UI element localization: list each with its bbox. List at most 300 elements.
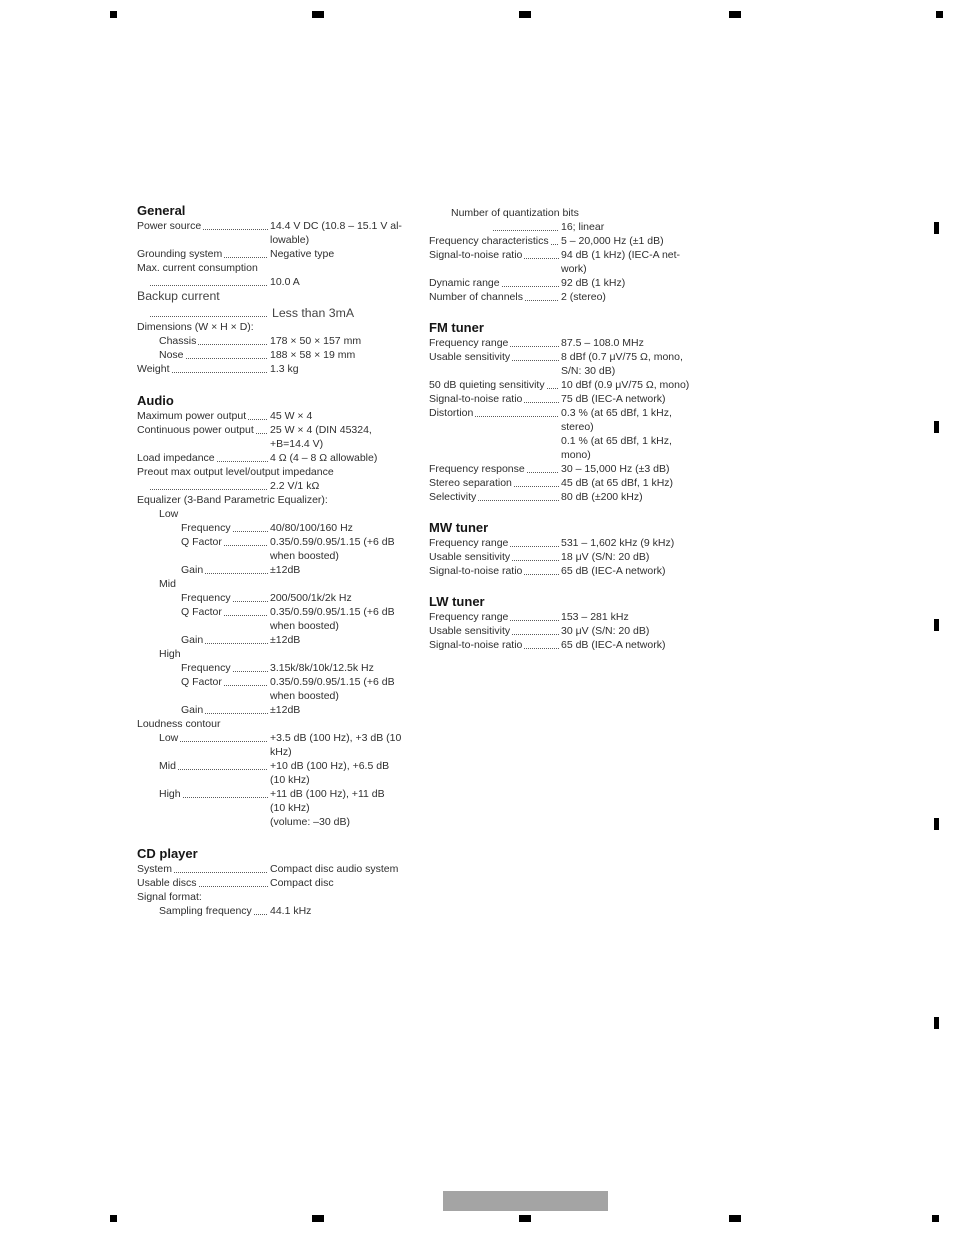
spec-label: Frequency response [429,463,525,475]
spec-value: 8 dBf (0.7 μV/75 Ω, mono, [561,351,683,363]
registration-mark [936,11,943,18]
spec-row [137,731,437,745]
registration-mark [312,1215,324,1222]
dot-leader [178,759,268,770]
spec-row [137,703,437,717]
crop-mark [934,421,939,433]
spec-value: stereo) [561,421,594,433]
spec-value: 4 Ω (4 – 8 Ω allowable) [270,452,378,464]
spec-label: Low [159,508,179,520]
spec-label-cell [137,320,254,334]
spec-row [137,773,437,787]
spec-value: +3.5 dB (100 Hz), +3 dB (10 [270,732,402,744]
spec-row [137,787,437,801]
dot-leader [205,703,268,714]
spec-value: 0.35/0.59/0.95/1.15 (+6 dB [270,676,395,688]
dot-leader [527,462,559,473]
dot-leader [174,862,268,873]
spec-label-cell [137,289,220,303]
spec-label-cell [429,476,561,490]
spec-row [137,876,437,890]
section-heading: Audio [137,393,174,408]
spec-value: 25 W × 4 (DIN 45324, [270,424,372,436]
dot-leader [233,591,268,602]
spec-value: 44.1 kHz [270,905,312,917]
dot-leader [198,334,268,345]
spec-label-cell [429,234,561,248]
spec-value: 10.0 A [270,276,300,288]
dot-leader [475,406,559,417]
spec-row [137,219,437,233]
spec-label-cell [137,633,270,647]
spec-row [429,378,729,392]
dot-leader [203,219,268,230]
spec-label: Frequency range [429,337,509,349]
spec-value: 0.1 % (at 65 dBf, 1 kHz, [561,435,672,447]
spec-label-cell [137,717,220,731]
spec-value: 92 dB (1 kHz) [561,277,626,289]
spec-row [137,275,437,289]
spec-row [429,206,729,220]
spec-label: Usable sensitivity [429,351,511,363]
spec-label-cell [429,624,561,638]
spec-row [137,549,437,563]
spec-value: 30 – 15,000 Hz (±3 dB) [561,463,670,475]
spec-label: Gain [181,704,204,716]
dot-leader [493,220,559,231]
spec-value: 10 dBf (0.9 μV/75 Ω, mono) [561,379,690,391]
spec-row [137,661,437,675]
spec-row [137,904,437,918]
spec-row [429,406,729,420]
spec-value: 40/80/100/160 Hz [270,522,353,534]
spec-value: 65 dB (IEC-A network) [561,639,666,651]
spec-row [429,462,729,476]
spec-row [429,336,729,350]
spec-label: Frequency [181,592,231,604]
spec-row [137,862,437,876]
spec-label-cell [137,787,270,801]
registration-mark [312,11,324,18]
dot-leader [150,275,268,286]
spec-value: 87.5 – 108.0 MHz [561,337,644,349]
spec-label: Power source [137,220,202,232]
spec-row [137,890,437,904]
spec-row [137,261,437,275]
spec-section [137,202,437,376]
spec-label: Max. current consumption [137,262,258,274]
spec-label-cell [137,348,270,362]
dot-leader [217,451,268,462]
spec-row [429,448,729,462]
registration-mark [519,11,531,18]
dot-leader [547,378,559,389]
crop-mark [934,818,939,830]
spec-row [137,717,437,731]
dot-leader [512,624,559,635]
dot-leader [233,521,268,532]
spec-label-cell [137,437,270,451]
spec-label-cell [137,275,270,289]
spec-row [137,591,437,605]
page-footer-bar [443,1191,608,1211]
spec-label: Signal format: [137,891,202,903]
spec-value: 0.35/0.59/0.95/1.15 (+6 dB [270,536,395,548]
spec-row [429,350,729,364]
spec-label: Nose [159,349,184,361]
registration-mark [110,1215,117,1222]
spec-value: +11 dB (100 Hz), +11 dB [270,788,385,800]
spec-label: Frequency [181,522,231,534]
spec-row [137,633,437,647]
section-heading: General [137,203,186,218]
right-spec-column [429,206,729,652]
dot-leader [248,409,268,420]
spec-label-cell [429,206,579,220]
dot-leader [199,876,268,887]
spec-value: 2.2 V/1 kΩ [270,480,320,492]
dot-leader [524,564,559,575]
spec-label-cell [137,521,270,535]
spec-label-cell [137,409,270,423]
spec-label-cell [429,610,561,624]
spec-label-cell [137,605,270,619]
spec-label: Stereo separation [429,477,512,489]
spec-row [137,535,437,549]
dot-leader [224,535,268,546]
spec-row [137,619,437,633]
spec-label: Usable sensitivity [429,551,511,563]
spec-label: Distortion [429,407,474,419]
dot-leader [510,610,559,621]
dot-leader [510,336,559,347]
spec-label: Number of channels [429,291,523,303]
spec-label-cell [429,350,561,364]
spec-value: S/N: 30 dB) [561,365,616,377]
spec-value: 178 × 50 × 157 mm [270,335,362,347]
spec-label: Frequency range [429,611,509,623]
spec-label: Frequency characteristics [429,235,549,247]
spec-value: +10 dB (100 Hz), +6.5 dB [270,760,390,772]
spec-row [429,610,729,624]
dot-leader [512,350,559,361]
spec-row [137,605,437,619]
spec-label-cell [137,890,202,904]
crop-mark [934,619,939,631]
spec-label-cell [137,619,270,633]
spec-label: Continuous power output [137,424,254,436]
spec-label-cell [429,564,561,578]
spec-row [429,364,729,378]
spec-label: High [159,648,181,660]
spec-value: kHz) [270,746,292,758]
spec-section [429,519,729,578]
dot-leader [525,290,559,301]
spec-value: Compact disc [270,877,334,889]
spec-label-cell [137,219,270,233]
spec-label-cell [429,276,561,290]
dot-leader [224,605,268,616]
spec-row [137,409,437,423]
spec-row [429,420,729,434]
spec-value: 153 – 281 kHz [561,611,629,623]
spec-value: 0.35/0.59/0.95/1.15 (+6 dB [270,606,395,618]
spec-row [137,493,437,507]
spec-label: 50 dB quieting sensitivity [429,379,545,391]
spec-label-cell [137,647,181,661]
spec-label-cell [429,220,561,234]
spec-value: 94 dB (1 kHz) (IEC-A net- [561,249,681,261]
spec-label-cell [429,406,561,420]
spec-row [429,536,729,550]
spec-label-cell [137,815,270,829]
crop-mark [934,1017,939,1029]
spec-value: 14.4 V DC (10.8 – 15.1 V al- [270,220,402,232]
spec-value: 45 W × 4 [270,410,313,422]
dot-leader [186,348,268,359]
dot-leader [524,248,559,259]
spec-row [429,262,729,276]
dot-leader [233,661,268,672]
spec-label-cell [429,364,561,378]
spec-label-cell [137,362,270,376]
spec-row [429,276,729,290]
spec-row [137,759,437,773]
spec-row [429,624,729,638]
spec-label-cell [137,689,270,703]
spec-label-cell [137,745,270,759]
spec-label: Q Factor [181,606,222,618]
spec-value: 80 dB (±200 kHz) [561,491,643,503]
spec-section [429,319,729,504]
spec-row [137,745,437,759]
spec-label-cell [137,465,334,479]
spec-row [429,234,729,248]
spec-row [429,248,729,262]
spec-row [137,233,437,247]
spec-label-cell [137,862,270,876]
spec-label-cell [137,549,270,563]
spec-label-cell [137,876,270,890]
spec-row [429,564,729,578]
dot-leader [224,675,268,686]
spec-label-cell [137,801,270,815]
dot-leader [205,563,268,574]
spec-label-cell [137,577,176,591]
spec-value: 16; linear [561,221,605,233]
spec-label: Equalizer (3-Band Parametric Equalizer): [137,494,328,506]
spec-row [429,290,729,304]
dot-leader [150,306,268,317]
spec-label: Sampling frequency [159,905,252,917]
spec-row [429,550,729,564]
spec-label-cell [137,306,270,320]
spec-label-cell [137,423,270,437]
registration-mark [729,1215,741,1222]
spec-label-cell [137,451,270,465]
spec-label-cell [429,290,561,304]
dot-leader [512,550,559,561]
spec-label-cell [137,661,270,675]
spec-label-cell [137,261,258,275]
spec-row [137,521,437,535]
spec-value: mono) [561,449,591,461]
spec-value: ±12dB [270,564,301,576]
spec-value: 75 dB (IEC-A network) [561,393,666,405]
spec-row [137,320,437,334]
spec-label: Load impedance [137,452,215,464]
spec-section [137,845,437,918]
spec-label: Mid [159,578,176,590]
spec-label-cell [429,336,561,350]
spec-value: when boosted) [270,690,339,702]
left-spec-column [137,202,437,918]
spec-value: +B=14.4 V) [270,438,324,450]
spec-value: 5 – 20,000 Hz (±1 dB) [561,235,664,247]
spec-label-cell [137,479,270,493]
spec-value: 531 – 1,602 kHz (9 kHz) [561,537,675,549]
dot-leader [478,490,559,501]
spec-label: Chassis [159,335,197,347]
registration-mark [110,11,117,18]
spec-label-cell [429,434,561,448]
spec-row [429,392,729,406]
dot-leader [502,276,559,287]
dot-leader [510,536,559,547]
spec-value: 200/500/1k/2k Hz [270,592,352,604]
spec-value: 188 × 58 × 19 mm [270,349,356,361]
spec-value: Less than 3mA [272,306,355,320]
spec-label-cell [137,773,270,787]
spec-label-cell [137,334,270,348]
spec-label: Number of quantization bits [451,207,579,219]
spec-label-cell [137,563,270,577]
spec-label-cell [137,904,270,918]
spec-label: Dynamic range [429,277,500,289]
spec-value: when boosted) [270,620,339,632]
registration-mark [729,11,741,18]
spec-row [137,479,437,493]
dot-leader [514,476,559,487]
spec-value: 18 μV (S/N: 20 dB) [561,551,650,563]
spec-label: Signal-to-noise ratio [429,393,523,405]
spec-label-cell [137,233,270,247]
spec-value: (10 kHz) [270,802,310,814]
spec-row [137,815,437,829]
spec-section [429,593,729,652]
spec-label-cell [137,535,270,549]
spec-label-cell [429,420,561,434]
dot-leader [224,247,268,258]
spec-row [137,334,437,348]
spec-label: Usable discs [137,877,197,889]
spec-label: Usable sensitivity [429,625,511,637]
spec-label-cell [137,675,270,689]
dot-leader [524,638,559,649]
spec-label: Maximum power output [137,410,247,422]
spec-label-cell [429,392,561,406]
spec-value: ±12dB [270,704,301,716]
spec-row [137,247,437,261]
spec-row [137,675,437,689]
dot-leader [524,392,559,403]
spec-label: Grounding system [137,248,223,260]
spec-row [137,689,437,703]
spec-label: Mid [159,760,176,772]
spec-section [429,206,729,304]
spec-label-cell [429,536,561,550]
dot-leader [150,479,268,490]
spec-label: System [137,863,173,875]
spec-row [137,507,437,521]
spec-label-cell [137,759,270,773]
spec-value: 0.3 % (at 65 dBf, 1 kHz, [561,407,672,419]
spec-label: Loudness contour [137,718,221,730]
spec-row [137,289,437,303]
spec-label: Frequency range [429,537,509,549]
spec-value: Compact disc audio system [270,863,399,875]
spec-row [137,348,437,362]
spec-label-cell [429,378,561,392]
dot-leader [180,731,268,742]
spec-row [429,476,729,490]
spec-label: Dimensions (W × H × D): [137,321,254,333]
spec-label: Backup current [137,289,220,303]
dot-leader [183,787,268,798]
spec-label: Q Factor [181,536,222,548]
spec-row [137,577,437,591]
spec-value: (10 kHz) [270,774,310,786]
spec-value: work) [561,263,587,275]
spec-label-cell [429,550,561,564]
section-heading: FM tuner [429,320,484,335]
spec-label: Weight [137,363,170,375]
registration-mark [519,1215,531,1222]
spec-row [137,647,437,661]
dot-leader [254,904,268,915]
spec-label: Low [159,732,179,744]
spec-label-cell [429,262,561,276]
spec-row [137,451,437,465]
spec-label-cell [429,462,561,476]
dot-leader [256,423,268,434]
section-heading: MW tuner [429,520,489,535]
spec-label-cell [137,591,270,605]
spec-label-cell [429,490,561,504]
spec-value: when boosted) [270,550,339,562]
dot-leader [551,234,559,245]
crop-mark [934,222,939,234]
spec-row [137,437,437,451]
section-heading: CD player [137,846,198,861]
spec-value: (volume: –30 dB) [270,816,350,828]
spec-row [137,306,437,320]
spec-section [137,392,437,829]
spec-label: Gain [181,634,204,646]
spec-row [137,423,437,437]
spec-label: Signal-to-noise ratio [429,565,523,577]
spec-label-cell [137,493,328,507]
dot-leader [205,633,268,644]
spec-label: High [159,788,181,800]
spec-value: 45 dB (at 65 dBf, 1 kHz) [561,477,674,489]
spec-label-cell [137,731,270,745]
spec-value: ±12dB [270,634,301,646]
spec-row [137,362,437,376]
spec-row [429,220,729,234]
spec-row [429,490,729,504]
spec-value: 30 μV (S/N: 20 dB) [561,625,650,637]
